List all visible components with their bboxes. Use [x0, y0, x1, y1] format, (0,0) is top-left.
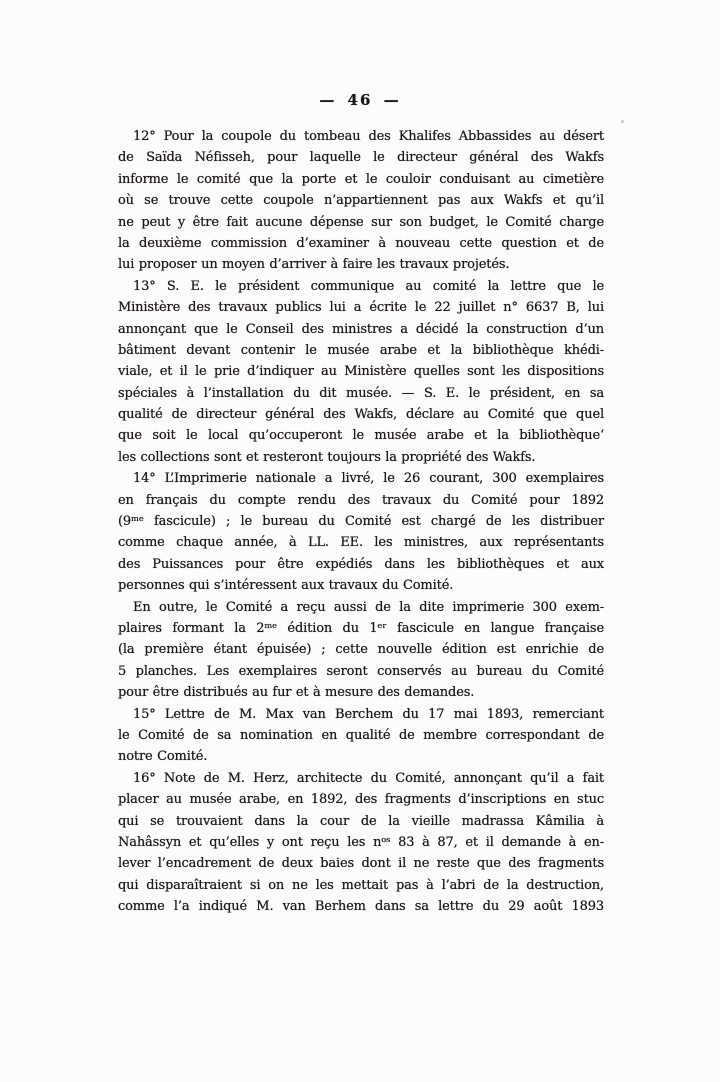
text-line: qui se trouvaient dans la cour de la vieille madrassa Kâmilia à — [118, 813, 604, 829]
text-line: placer au musée arabe, en 1892, des fragments d’inscriptions en stuc — [118, 792, 604, 808]
text-line: lui proposer un moyen d’arriver à faire les travaux projetés. — [118, 257, 510, 273]
text-line: 16° Note de M. Herz, architecte du Comité, annonçant qu’il a fait — [133, 770, 604, 786]
text-line: que soit le local qu’occuperont le musée arabe et la bibliothèque‘ — [118, 428, 604, 444]
scan-speck — [621, 120, 624, 123]
text-line: viale, et il le prie d’indiquer au Ministère quelles sont les dispositions — [118, 364, 604, 380]
text-line: lever l’encadrement de deux baies dont il ne reste que des fragments — [118, 856, 604, 872]
text-line: Ministère des travaux publics lui a écrite le 22 juillet n° 6637 B, lui — [118, 300, 604, 316]
paragraph-item-14-suite — [118, 597, 604, 704]
text-line: les collections sont et resteront toujours la propriété des Wakfs. — [118, 449, 536, 465]
text-line: notre Comité. — [118, 749, 208, 765]
paragraph-item-14 — [118, 468, 604, 596]
paragraph-item-15 — [118, 704, 604, 768]
text-line: bâtiment devant contenir le musée arabe et la bibliothèque khédi- — [118, 342, 604, 358]
text-line: En outre, le Comité a reçu aussi de la dite imprimerie 300 exem- — [133, 599, 604, 615]
text-line: Nahâssyn et qu’elles y ont reçu les nᵒˢ 83 à 87, et il demande à en- — [118, 834, 604, 850]
text-line: 13° S. E. le président communique au comité la lettre que le — [133, 278, 604, 294]
paragraph-item-13 — [118, 276, 604, 469]
page-number: — 46 — — [319, 91, 401, 109]
text-line: qui disparaîtraient si on ne les mettait pas à l’abri de la destruction, — [118, 877, 604, 893]
text-line: annonçant que le Conseil des ministres a décidé la construction d’un — [118, 321, 604, 337]
text-line: où se trouve cette coupole n’appartiennent pas aux Wakfs et qu’il — [118, 193, 604, 209]
text-line: personnes qui s’intéressent aux travaux du Comité. — [118, 578, 454, 594]
text-line: qualité de directeur général des Wakfs, déclare au Comité que quel — [118, 407, 604, 423]
text-line: comme chaque année, à LL. EE. les ministres, aux représentants — [118, 535, 604, 551]
text-line: (9ᵐᵉ fascicule) ; le bureau du Comité est chargé de les distribuer — [118, 514, 604, 530]
text-line: pour être distribués au fur et à mesure des demandes. — [118, 685, 475, 701]
text-line: en français du compte rendu des travaux du Comité pour 1892 — [118, 492, 604, 508]
text-line: le Comité de sa nomination en qualité de membre correspondant de — [118, 727, 604, 743]
text-line: 12° Pour la coupole du tombeau des Khalifes Abbassides au désert — [133, 129, 604, 144]
text-line: comme l’a indiqué M. van Berhem dans sa lettre du 29 août 1893 — [118, 899, 604, 915]
page-body — [118, 126, 604, 917]
text-line: 14° L’Imprimerie nationale a livré, le 26 courant, 300 exemplaires — [133, 471, 604, 487]
text-line: ne peut y être fait aucune dépense sur son budget, le Comité charge — [118, 214, 604, 230]
paragraph-item-16 — [118, 768, 604, 918]
text-line: informe le comité que la porte et le couloir conduisant au cimetière — [118, 171, 604, 187]
text-line: 15° Lettre de M. Max van Berchem du 17 mai 1893, remerciant — [133, 706, 604, 722]
text-line: (la première étant épuisée) ; cette nouvelle édition est enrichie de — [118, 642, 604, 658]
text-line: de Saïda Néfisseh, pour laquelle le directeur général des Wakfs — [118, 150, 604, 166]
text-line: la deuxième commission d’examiner à nouveau cette question et de — [118, 235, 604, 251]
text-line: plaires formant la 2ᵐᵉ édition du 1ᵉʳ fascicule en langue française — [118, 620, 604, 636]
text-line: spéciales à l’installation du dit musée. — S. E. le président, en sa — [118, 385, 604, 401]
text-line: des Puissances pour être expédiés dans les bibliothèques et aux — [118, 556, 604, 572]
paragraph-item-12 — [118, 126, 604, 276]
text-line: 5 planches. Les exemplaires seront conservés au bureau du Comité — [118, 663, 604, 679]
